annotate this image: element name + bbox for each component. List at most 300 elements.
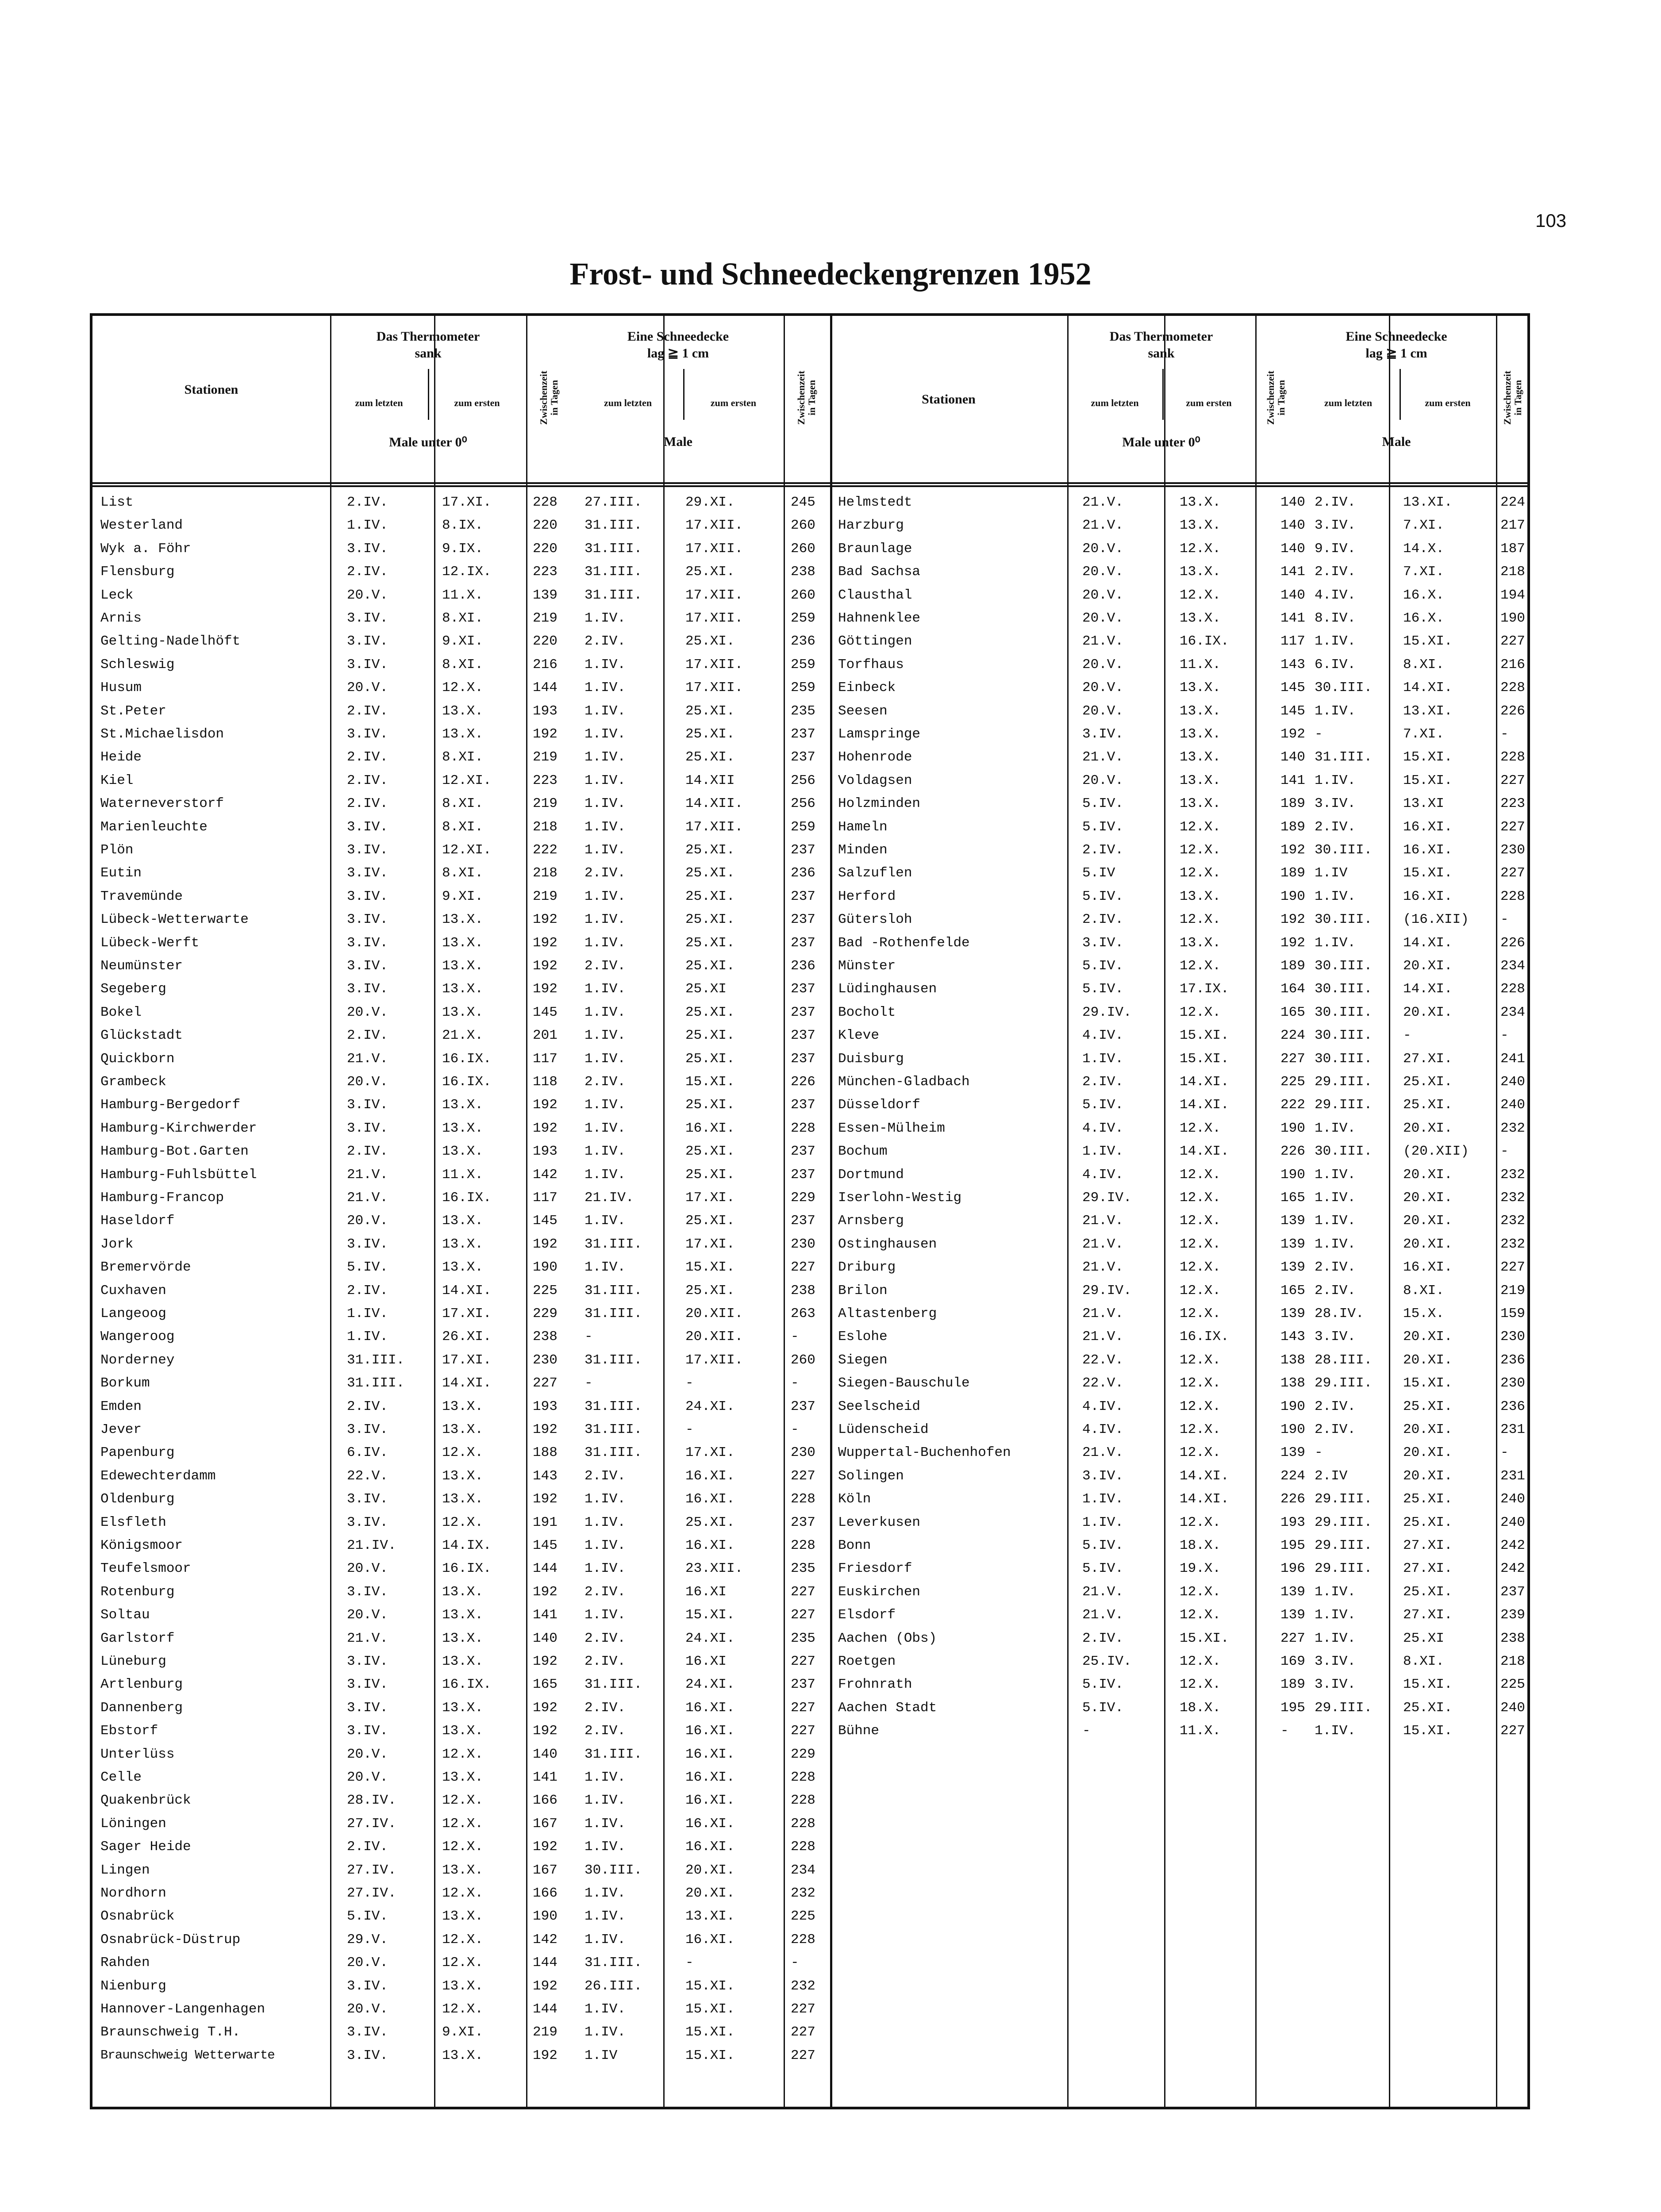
frost-free-days: 227 — [533, 1375, 558, 1391]
thermometer-last-frost: 22.V. — [1082, 1352, 1124, 1368]
station-name: Hohenrode — [838, 749, 912, 765]
frost-free-days: 193 — [533, 1398, 558, 1414]
snow-free-days: 230 — [791, 1445, 815, 1461]
snow-cover-first: 25.XI. — [685, 865, 735, 881]
thermometer-first-frost: 14.XI. — [1180, 1097, 1229, 1113]
snow-free-days: 159 — [1500, 1306, 1525, 1321]
snow-free-days: 238 — [1500, 1630, 1525, 1646]
thermometer-first-frost: 14.XI. — [442, 1375, 492, 1391]
frost-free-days: 225 — [533, 1283, 558, 1298]
snow-free-days: 231 — [1500, 1468, 1525, 1484]
snow-cover-last: 31.III. — [584, 1398, 642, 1414]
station-name: Husum — [100, 680, 142, 696]
frost-free-days: 140 — [1280, 518, 1305, 534]
snow-free-days: 231 — [1500, 1422, 1525, 1437]
station-name: Clausthal — [838, 587, 912, 603]
snow-free-days: 232 — [791, 1886, 815, 1901]
header-zum-ersten: zum ersten — [710, 397, 757, 408]
thermometer-first-frost: 12.XI. — [442, 842, 492, 858]
station-name: Arnis — [100, 611, 142, 626]
snow-free-days: 256 — [791, 772, 815, 788]
station-name: Einbeck — [838, 680, 896, 696]
thermometer-last-frost: 20.V. — [347, 2001, 388, 2017]
station-name: Bocholt — [838, 1004, 896, 1020]
thermometer-last-frost: 3.IV. — [347, 842, 388, 858]
station-name: Brilon — [838, 1283, 888, 1298]
snow-cover-last: 29.III. — [1315, 1700, 1373, 1716]
snow-free-days: 242 — [1500, 1538, 1525, 1553]
snow-cover-last: 1.IV. — [584, 611, 626, 626]
frost-free-days: 165 — [1280, 1283, 1305, 1298]
snow-cover-first: 25.XI. — [685, 1283, 735, 1298]
station-name: Münster — [838, 958, 896, 974]
station-name: Artlenburg — [100, 1677, 183, 1693]
station-name: Emden — [100, 1398, 142, 1414]
thermometer-first-frost: 13.X. — [442, 1236, 484, 1252]
snow-free-days: 218 — [1500, 564, 1525, 580]
snow-free-days: 237 — [791, 981, 815, 997]
thermometer-first-frost: 13.X. — [442, 1909, 484, 1924]
thermometer-last-frost: 5.IV. — [1082, 1700, 1124, 1716]
thermometer-first-frost: 13.X. — [1180, 749, 1221, 765]
snow-cover-first: 17.XII. — [685, 1352, 743, 1368]
snow-cover-last: 1.IV. — [584, 935, 626, 951]
thermometer-last-frost: 20.V. — [347, 1607, 388, 1623]
thermometer-last-frost: 5.IV. — [1082, 796, 1124, 812]
thermometer-last-frost: 3.IV. — [347, 1584, 388, 1600]
header-zum-ersten: zum ersten — [454, 397, 500, 408]
snow-free-days: 236 — [791, 958, 815, 974]
station-name: Helmstedt — [838, 495, 912, 510]
station-name: Hahnenklee — [838, 611, 921, 626]
thermometer-last-frost: 3.IV. — [347, 1700, 388, 1716]
thermometer-first-frost: 13.X. — [442, 1260, 484, 1275]
snow-cover-last: 2.IV. — [584, 634, 626, 649]
frost-free-days: 118 — [533, 1074, 558, 1090]
thermometer-first-frost: 12.X. — [442, 1514, 484, 1530]
frost-snow-table — [90, 313, 1530, 2109]
snow-free-days: 227 — [791, 1584, 815, 1600]
snow-free-days: 230 — [1500, 1375, 1525, 1391]
snow-cover-first: - — [685, 1955, 694, 1971]
snow-free-days: 237 — [791, 1004, 815, 1020]
snow-cover-last: 1.IV. — [584, 1538, 626, 1553]
snow-cover-first: 25.XI — [685, 981, 727, 997]
frost-free-days: 140 — [533, 1630, 558, 1646]
thermometer-last-frost: 2.IV. — [1082, 842, 1124, 858]
snow-cover-first: 25.XI. — [685, 1514, 735, 1530]
header-zum-letzten: zum letzten — [1324, 397, 1373, 408]
snow-free-days: 240 — [1500, 1097, 1525, 1113]
snow-cover-last: 1.IV. — [1315, 1630, 1356, 1646]
snow-cover-last: 1.IV. — [584, 749, 626, 765]
thermometer-first-frost: 14.XI. — [1180, 1144, 1229, 1160]
thermometer-first-frost: 13.X. — [1180, 518, 1221, 534]
thermometer-last-frost: 21.V. — [347, 1190, 388, 1206]
snow-cover-first: 25.XI. — [685, 1028, 735, 1044]
snow-cover-last: 2.IV — [1315, 1468, 1348, 1484]
thermometer-last-frost: 3.IV. — [347, 1654, 388, 1669]
frost-free-days: 145 — [533, 1004, 558, 1020]
frost-free-days: 145 — [533, 1213, 558, 1229]
snow-cover-last: 31.III. — [584, 1306, 642, 1321]
thermometer-first-frost: 14.IX. — [442, 1538, 492, 1553]
station-name: Torfhaus — [838, 657, 904, 672]
col-divider — [1067, 316, 1069, 2107]
frost-free-days: 225 — [1280, 1074, 1305, 1090]
snow-cover-last: 29.III. — [1315, 1538, 1373, 1553]
frost-free-days: 166 — [533, 1886, 558, 1901]
snow-cover-last: 2.IV. — [1315, 564, 1356, 580]
frost-free-days: 144 — [533, 1561, 558, 1577]
frost-free-days: 192 — [533, 1422, 558, 1437]
header-zwischenzeit-line2: in Tagen — [806, 380, 817, 416]
thermometer-last-frost: 4.IV. — [1082, 1167, 1124, 1183]
snow-cover-first: 17.XII. — [685, 587, 743, 603]
snow-cover-last: 9.IV. — [1315, 541, 1356, 557]
snow-cover-first: 16.XI. — [1403, 1260, 1453, 1275]
thermometer-last-frost: 21.V. — [1082, 1445, 1124, 1461]
snow-free-days: 238 — [791, 564, 815, 580]
snow-cover-last: 1.IV. — [584, 1932, 626, 1947]
snow-free-days: 227 — [1500, 1260, 1525, 1275]
snow-cover-first: (16.XII) — [1403, 912, 1469, 928]
thermometer-last-frost: 21.V. — [1082, 1213, 1124, 1229]
snow-cover-first: 25.XI. — [685, 564, 735, 580]
station-name: Sager Heide — [100, 1839, 191, 1855]
frost-free-days: 117 — [1280, 634, 1305, 649]
station-name: Norderney — [100, 1352, 175, 1368]
snow-free-days: 245 — [791, 495, 815, 510]
snow-free-days: 227 — [1500, 865, 1525, 881]
frost-free-days: 139 — [1280, 1607, 1305, 1623]
col-divider — [434, 316, 435, 2107]
station-name: Aachen (Obs) — [838, 1630, 937, 1646]
snow-cover-first: 16.XI. — [1403, 888, 1453, 904]
snow-cover-first: 25.XI. — [685, 1213, 735, 1229]
thermometer-last-frost: 3.IV. — [347, 2047, 388, 2063]
thermometer-first-frost: 13.X. — [442, 2047, 484, 2063]
snow-cover-first: 7.XI. — [1403, 726, 1445, 742]
snow-cover-first: 27.XI. — [1403, 1561, 1453, 1577]
thermometer-first-frost: 13.X. — [442, 1654, 484, 1669]
snow-cover-last: 1.IV. — [584, 2001, 626, 2017]
snow-cover-last: 6.IV. — [1315, 657, 1356, 672]
thermometer-last-frost: 21.V. — [1082, 495, 1124, 510]
thermometer-first-frost: 19.X. — [1180, 1561, 1221, 1577]
station-name: Waterneverstorf — [100, 796, 224, 812]
frost-free-days: 222 — [1280, 1097, 1305, 1113]
station-name: Eslohe — [838, 1329, 888, 1345]
frost-free-days: 193 — [533, 703, 558, 719]
thermometer-last-frost: 4.IV. — [1082, 1398, 1124, 1414]
thermometer-last-frost: 2.IV. — [347, 1839, 388, 1855]
snow-free-days: 237 — [1500, 1584, 1525, 1600]
frost-free-days: 189 — [1280, 865, 1305, 881]
snow-cover-last: 30.III. — [1315, 981, 1373, 997]
thermometer-last-frost: 21.IV. — [347, 1538, 396, 1553]
header-tick — [683, 369, 684, 420]
station-name: Herford — [838, 888, 896, 904]
snow-cover-last: 31.III. — [584, 564, 642, 580]
snow-cover-first: 20.XI. — [1403, 1352, 1453, 1368]
station-name: Marienleuchte — [100, 819, 208, 835]
snow-free-days: 227 — [791, 1260, 815, 1275]
snow-cover-last: 2.IV. — [584, 1630, 626, 1646]
snow-cover-first: 16.XI. — [1403, 842, 1453, 858]
snow-cover-last: 1.IV. — [584, 703, 626, 719]
thermometer-last-frost: 1.IV. — [347, 1306, 388, 1321]
snow-cover-first: 20.XI. — [1403, 1329, 1453, 1345]
thermometer-first-frost: 13.X. — [442, 1004, 484, 1020]
snow-free-days: 190 — [1500, 611, 1525, 626]
thermometer-last-frost: 2.IV. — [1082, 1630, 1124, 1646]
header-stationen: Stationen — [184, 382, 238, 397]
frost-free-days: 141 — [533, 1770, 558, 1785]
snow-cover-last: 30.III. — [1315, 842, 1373, 858]
snow-cover-last: 1.IV. — [1315, 1723, 1356, 1739]
thermometer-last-frost: 21.V. — [1082, 1607, 1124, 1623]
snow-cover-last: 31.III. — [584, 541, 642, 557]
snow-cover-last: 29.III. — [1315, 1375, 1373, 1391]
snow-cover-first: 17.XII. — [685, 611, 743, 626]
snow-free-days: 232 — [1500, 1190, 1525, 1206]
frost-free-days: 139 — [1280, 1213, 1305, 1229]
snow-cover-last: 1.IV. — [584, 1120, 626, 1136]
frost-free-days: 145 — [533, 1538, 558, 1553]
thermometer-last-frost: 3.IV. — [347, 2024, 388, 2040]
snow-free-days: 259 — [791, 680, 815, 696]
thermometer-last-frost: 22.V. — [347, 1468, 388, 1484]
snow-cover-first: 16.XI. — [685, 1468, 735, 1484]
station-name: Bühne — [838, 1723, 880, 1739]
header-zwischenzeit — [796, 371, 817, 425]
snow-cover-last: 31.III. — [584, 1746, 642, 1762]
snow-free-days: 227 — [1500, 634, 1525, 649]
thermometer-last-frost: 1.IV. — [1082, 1051, 1124, 1067]
header-zwischenzeit-line2: in Tagen — [1512, 380, 1523, 416]
snow-free-days: 260 — [791, 541, 815, 557]
thermometer-last-frost: 20.V. — [1082, 587, 1124, 603]
thermometer-first-frost: 12.X. — [442, 1746, 484, 1762]
thermometer-last-frost: 20.V. — [347, 680, 388, 696]
station-name: Salzuflen — [838, 865, 912, 881]
frost-free-days: 190 — [1280, 1422, 1305, 1437]
snow-free-days: 235 — [791, 1561, 815, 1577]
thermometer-first-frost: 13.X. — [442, 1862, 484, 1878]
snow-cover-last: 1.IV. — [584, 657, 626, 672]
snow-free-days: 237 — [791, 935, 815, 951]
snow-cover-last: 29.III. — [1315, 1514, 1373, 1530]
thermometer-first-frost: 12.X. — [442, 1839, 484, 1855]
thermometer-last-frost: 5.IV. — [1082, 888, 1124, 904]
thermometer-last-frost: 20.V. — [347, 587, 388, 603]
snow-free-days: 227 — [791, 1607, 815, 1623]
station-name: Jever — [100, 1422, 142, 1437]
snow-cover-last: 31.III. — [584, 1422, 642, 1437]
snow-cover-first: 25.XI. — [685, 749, 735, 765]
header-zum-ersten: zum ersten — [1425, 397, 1471, 408]
thermometer-first-frost: 8.XI. — [442, 657, 484, 672]
frost-free-days: 117 — [533, 1051, 558, 1067]
frost-free-days: 192 — [533, 1978, 558, 1994]
station-name: Neumünster — [100, 958, 183, 974]
thermometer-first-frost: 12.X. — [1180, 541, 1221, 557]
thermometer-first-frost: 13.X. — [1180, 726, 1221, 742]
thermometer-first-frost: 12.X. — [1180, 1398, 1221, 1414]
header-stationen: Stationen — [922, 392, 976, 407]
snow-cover-first: 16.XI. — [685, 1120, 735, 1136]
thermometer-last-frost: 1.IV. — [1082, 1514, 1124, 1530]
snow-cover-first: 20.XI. — [1403, 1190, 1453, 1206]
snow-free-days: 242 — [1500, 1561, 1525, 1577]
frost-free-days: 220 — [533, 518, 558, 534]
frost-free-days: 219 — [533, 611, 558, 626]
frost-free-days: 238 — [533, 1329, 558, 1345]
snow-free-days: 227 — [791, 2047, 815, 2063]
frost-free-days: 188 — [533, 1445, 558, 1461]
thermometer-first-frost: 13.X. — [442, 1770, 484, 1785]
thermometer-last-frost: 5.IV. — [1082, 1538, 1124, 1553]
station-name: List — [100, 495, 134, 510]
snow-free-days: - — [1500, 1144, 1509, 1160]
thermometer-last-frost: 27.IV. — [347, 1886, 396, 1901]
snow-cover-first: 17.XI. — [685, 1236, 735, 1252]
snow-free-days: 223 — [1500, 796, 1525, 812]
snow-cover-first: - — [685, 1422, 694, 1437]
station-name: Rotenburg — [100, 1584, 175, 1600]
station-name: Wuppertal-Buchenhofen — [838, 1445, 1011, 1461]
frost-free-days: 226 — [1280, 1144, 1305, 1160]
thermometer-last-frost: 6.IV. — [347, 1445, 388, 1461]
snow-cover-first: 15.XI. — [1403, 634, 1453, 649]
frost-free-days: 193 — [533, 1144, 558, 1160]
frost-free-days: 190 — [533, 1909, 558, 1924]
snow-cover-first: 15.XI. — [1403, 865, 1453, 881]
frost-free-days: 139 — [1280, 1306, 1305, 1321]
snow-free-days: 259 — [791, 657, 815, 672]
snow-cover-last: 1.IV. — [1315, 634, 1356, 649]
snow-cover-first: 20.XI. — [1403, 1445, 1453, 1461]
snow-free-days: 227 — [1500, 819, 1525, 835]
snow-cover-first: 20.XI. — [1403, 1422, 1453, 1437]
header-tick — [428, 369, 429, 420]
thermometer-first-frost: 13.X. — [1180, 564, 1221, 580]
thermometer-first-frost: 12.X. — [1180, 1514, 1221, 1530]
snow-cover-last: 1.IV. — [584, 796, 626, 812]
station-name: Driburg — [838, 1260, 896, 1275]
thermometer-last-frost: 5.IV — [1082, 865, 1115, 881]
snow-cover-first: 15.XI. — [685, 1978, 735, 1994]
thermometer-last-frost: 20.V. — [1082, 611, 1124, 626]
snow-cover-first: 20.XI. — [1403, 1004, 1453, 1020]
snow-cover-last: 2.IV. — [584, 1723, 626, 1739]
snow-cover-last: - — [1315, 1445, 1323, 1461]
frost-free-days: 165 — [533, 1677, 558, 1693]
snow-cover-last: 1.IV. — [1315, 1607, 1356, 1623]
thermometer-last-frost: 2.IV. — [347, 564, 388, 580]
station-name: Hamburg-Bergedorf — [100, 1097, 241, 1113]
station-name: Leverkusen — [838, 1514, 921, 1530]
thermometer-first-frost: 17.XI. — [442, 1352, 492, 1368]
frost-free-days: 227 — [1280, 1630, 1305, 1646]
frost-free-days: 167 — [533, 1862, 558, 1878]
snow-free-days: 237 — [791, 842, 815, 858]
snow-cover-first: 25.XI. — [685, 1167, 735, 1183]
frost-free-days: 218 — [533, 819, 558, 835]
station-name: München-Gladbach — [838, 1074, 970, 1090]
station-name: Braunlage — [838, 541, 912, 557]
thermometer-last-frost: 20.V. — [1082, 703, 1124, 719]
snow-free-days: - — [1500, 1445, 1509, 1461]
snow-cover-last: 31.III. — [584, 1236, 642, 1252]
snow-free-days: 237 — [791, 1097, 815, 1113]
thermometer-first-frost: 13.X. — [442, 1144, 484, 1160]
thermometer-first-frost: 13.X. — [442, 1213, 484, 1229]
station-name: Lüdenscheid — [838, 1422, 929, 1437]
station-name: Bochum — [838, 1144, 888, 1160]
frost-free-days: 192 — [533, 1584, 558, 1600]
snow-cover-first: 15.XI. — [1403, 1677, 1453, 1693]
snow-cover-last: 1.IV. — [584, 680, 626, 696]
station-name: Flensburg — [100, 564, 175, 580]
snow-free-days: 217 — [1500, 518, 1525, 534]
frost-free-days: 192 — [1280, 726, 1305, 742]
thermometer-first-frost: 12.X. — [1180, 912, 1221, 928]
header-zwischenzeit — [1502, 371, 1523, 425]
header-schneedecke-line2: lag ≧ 1 cm — [1365, 346, 1427, 361]
frost-free-days: 164 — [1280, 981, 1305, 997]
page-title: Frost- und Schneedeckengrenzen 1952 — [569, 256, 1092, 292]
frost-free-days: 139 — [1280, 1584, 1305, 1600]
frost-free-days: 190 — [1280, 1398, 1305, 1414]
snow-cover-first: 15.XI. — [685, 2024, 735, 2040]
snow-cover-first: 25.XI. — [685, 703, 735, 719]
page-number: 103 — [1535, 210, 1567, 231]
station-name: Bokel — [100, 1004, 142, 1020]
col-divider — [526, 316, 527, 2107]
frost-free-days: 219 — [533, 749, 558, 765]
thermometer-first-frost: 13.X. — [1180, 703, 1221, 719]
snow-free-days: 240 — [1500, 1514, 1525, 1530]
thermometer-first-frost: 12.X. — [1180, 1352, 1221, 1368]
station-name: Friesdorf — [838, 1561, 912, 1577]
frost-free-days: 140 — [533, 1746, 558, 1762]
snow-cover-first: 24.XI. — [685, 1630, 735, 1646]
thermometer-last-frost: 5.IV. — [1082, 1677, 1124, 1693]
thermometer-first-frost: 13.X. — [442, 912, 484, 928]
header-schneedecke-line1: Eine Schneedecke — [627, 329, 729, 344]
snow-cover-first: 17.XII. — [685, 657, 743, 672]
snow-free-days: 230 — [1500, 842, 1525, 858]
station-name: Papenburg — [100, 1445, 175, 1461]
station-name: Lüneburg — [100, 1654, 166, 1669]
snow-free-days: 237 — [791, 749, 815, 765]
thermometer-last-frost: 3.IV. — [347, 865, 388, 881]
frost-free-days: 195 — [1280, 1538, 1305, 1553]
frost-free-days: 192 — [533, 1654, 558, 1669]
snow-cover-first: 20.XII. — [685, 1306, 743, 1321]
frost-free-days: - — [1280, 1723, 1289, 1739]
thermometer-first-frost: 14.XI. — [442, 1283, 492, 1298]
snow-cover-last: 2.IV. — [584, 1700, 626, 1716]
snow-free-days: 228 — [791, 1120, 815, 1136]
thermometer-first-frost: 13.X. — [442, 1630, 484, 1646]
thermometer-last-frost: 20.V. — [347, 1746, 388, 1762]
snow-cover-first: 14.X. — [1403, 541, 1445, 557]
snow-cover-last: 2.IV. — [584, 1468, 626, 1484]
snow-cover-last: 1.IV. — [584, 1816, 626, 1832]
